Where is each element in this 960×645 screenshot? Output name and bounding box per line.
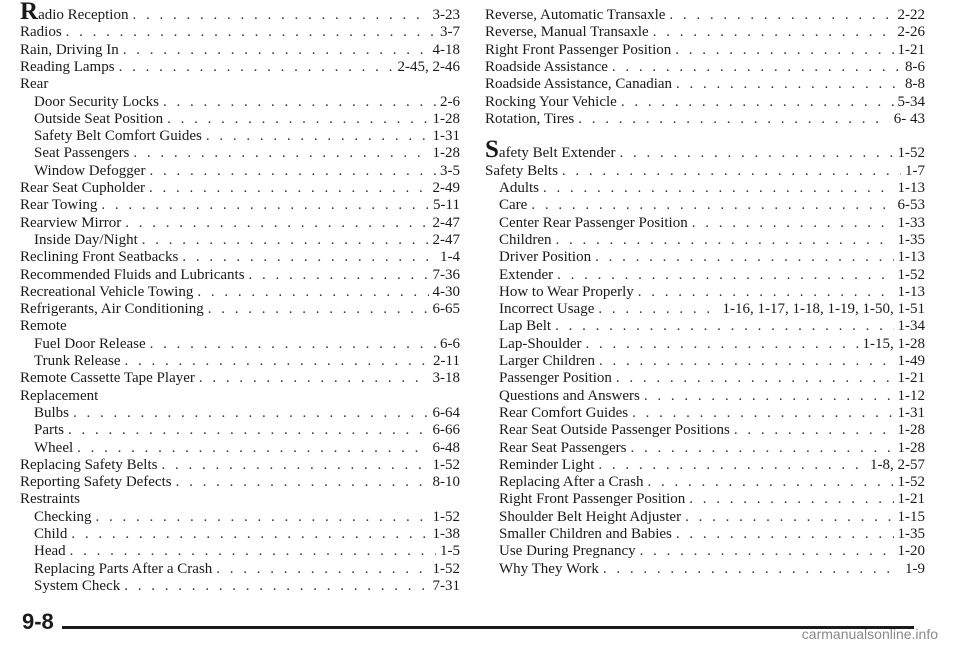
index-page-ref: 6-48: [432, 439, 460, 456]
index-term: Reverse, Manual Transaxle: [485, 24, 649, 41]
index-term: Shoulder Belt Height Adjuster: [499, 508, 682, 525]
index-subentry-lap-belt: [499, 318, 925, 335]
index-term: Children: [499, 231, 552, 248]
index-entry-refrigerants-air-conditioning: [20, 301, 460, 318]
index-entry-rain-driving-in: [20, 42, 460, 59]
index-term: Inside Day/Night: [34, 231, 138, 248]
index-page-ref: 1-12: [897, 387, 925, 404]
dot-leader: [640, 543, 894, 560]
index-entry-rear-towing: [20, 197, 460, 214]
index-page-ref: 1-52: [897, 474, 925, 491]
index-heading-rear: Rear: [20, 76, 49, 93]
index-term: Reverse, Automatic Transaxle: [485, 7, 666, 23]
index-page-ref: 8-6: [905, 58, 925, 75]
dot-leader: [598, 301, 718, 318]
index-page-ref: 1-4: [440, 249, 460, 266]
index-page-ref: 8-10: [432, 474, 460, 491]
index-term: Replacing Parts After a Crash: [34, 560, 213, 577]
index-term: Why They Work: [499, 560, 599, 577]
index-entry-remote-cassette-tape-player: [20, 370, 460, 387]
index-subentry-door-security-locks: [34, 94, 460, 111]
index-page-ref: 5-34: [897, 93, 925, 110]
dot-leader: [150, 336, 436, 353]
dot-leader: [133, 145, 428, 162]
dot-leader: [599, 353, 894, 370]
index-subentry-shoulder-belt-height-adjuster: [499, 509, 925, 526]
index-subentry-rear-comfort-guides: [499, 405, 925, 422]
index-subentry-outside-seat-position: [34, 111, 460, 128]
index-subentry-driver-position: [499, 249, 925, 266]
index-term: Extender: [499, 266, 554, 283]
dot-leader: [598, 457, 866, 474]
index-page-ref: 2-26: [897, 24, 925, 41]
dot-leader: [648, 474, 894, 491]
index-subentry-children: [499, 232, 925, 249]
index-term: Incorrect Usage: [499, 301, 595, 318]
index-term: Refrigerants, Air Conditioning: [20, 301, 204, 318]
index-page-ref: 6-64: [432, 404, 460, 421]
dot-leader: [249, 267, 429, 284]
dot-leader: [685, 509, 893, 526]
index-term: Center Rear Passenger Position: [499, 214, 688, 231]
index-page-ref: 8-8: [905, 76, 925, 93]
index-entry-reading-lamps: [20, 59, 460, 76]
index-term: Safety Belt Comfort Guides: [34, 128, 202, 145]
index-term: Smaller Children and Babies: [499, 526, 672, 542]
dot-leader: [206, 128, 429, 145]
dot-leader: [734, 422, 894, 439]
index-term: How to Wear Properly: [499, 283, 634, 300]
index-page-ref: 1-15, 1-28: [862, 335, 925, 352]
dot-leader: [653, 24, 894, 41]
index-term: [20, 0, 129, 25]
index-subentry-adults: [499, 180, 925, 197]
index-entry-rear-seat-cupholder: [20, 180, 460, 197]
index-term: Passenger Position: [499, 370, 612, 387]
index-entry-recreational-vehicle-towing: [20, 284, 460, 301]
index-page-ref: 3-23: [432, 7, 460, 23]
index-subentry-checking: [34, 509, 460, 526]
index-subentry-system-check: [34, 578, 460, 595]
dot-leader: [149, 163, 436, 180]
index-subentry-safety-belt-comfort-guides: [34, 128, 460, 145]
index-term: Rear Seat Passengers: [499, 439, 627, 456]
index-term: Care: [499, 197, 528, 214]
drop-cap-letter: S: [485, 136, 499, 164]
index-entry-radios: [20, 24, 460, 41]
index-term: Rear Seat Outside Passenger Positions: [499, 422, 730, 439]
dot-leader: [578, 111, 890, 128]
dot-leader: [630, 440, 893, 457]
index-page-ref: 1-13: [897, 283, 925, 300]
dot-leader: [543, 180, 893, 197]
index-subentry-smaller-children-and-babies: [499, 526, 925, 543]
index-term: Questions and Answers: [499, 387, 640, 404]
dot-leader: [70, 543, 436, 560]
index-entry-rocking-your-vehicle: [485, 94, 925, 111]
index-term: Head: [34, 543, 66, 560]
index-term: Rear Towing: [20, 197, 98, 214]
index-page-ref: 1-52: [432, 456, 460, 473]
index-subentry-center-rear-passenger-position: [499, 215, 925, 232]
index-term: Larger Children: [499, 353, 595, 369]
index-term: Right Front Passenger Position: [499, 491, 686, 508]
index-page-ref: 1-35: [897, 526, 925, 542]
index-term: Bulbs: [34, 404, 70, 421]
index-page-ref: 1-34: [897, 318, 925, 335]
index-term: Replacing After a Crash: [499, 474, 644, 491]
index-term: Rain, Driving In: [20, 41, 119, 58]
index-term: Radios: [20, 24, 62, 41]
index-page-ref: 1-52: [432, 560, 460, 577]
dot-leader: [161, 457, 428, 474]
index-page-ref: 7-36: [432, 266, 460, 283]
index-subentry-inside-day-night: [34, 232, 460, 249]
index-subentry-why-they-work: [499, 561, 925, 578]
index-term: Reclining Front Seatbacks: [20, 249, 179, 266]
dot-leader: [692, 215, 894, 232]
index-subentry-larger-children: [499, 353, 925, 370]
dot-leader: [555, 318, 893, 335]
index-term: Window Defogger: [34, 162, 146, 179]
dot-leader: [96, 509, 429, 526]
index-term: [485, 136, 616, 164]
dot-leader: [132, 7, 428, 24]
index-term: Rocking Your Vehicle: [485, 93, 617, 110]
index-subentry-window-defogger: [34, 163, 460, 180]
dot-leader: [123, 42, 429, 59]
index-entry-reporting-safety-defects: [20, 474, 460, 491]
dot-leader: [68, 422, 429, 439]
index-subentry-trunk-release: [34, 353, 460, 370]
index-term: Outside Seat Position: [34, 110, 164, 127]
index-entry-reclining-front-seatbacks: [20, 249, 460, 266]
index-subentry-extender: [499, 267, 925, 284]
index-term: Roadside Assistance: [485, 58, 608, 75]
dot-leader: [585, 336, 858, 353]
index-entry-radio-reception: [20, 0, 460, 25]
dot-leader: [142, 232, 429, 249]
index-entry-rearview-mirror: [20, 215, 460, 232]
index-page-ref: 1-52: [432, 508, 460, 525]
index-page-ref: 1-52: [897, 266, 925, 283]
index-term: Remote Cassette Tape Player: [20, 370, 195, 387]
index-page-ref: 4-18: [432, 41, 460, 58]
index-subentry-passenger-position: [499, 370, 925, 387]
index-subentry-child: [34, 526, 460, 543]
index-term: Rear Comfort Guides: [499, 404, 629, 421]
index-term: Right Front Passenger Position: [485, 41, 672, 58]
dot-leader: [531, 197, 893, 214]
index-page-ref: 2-11: [433, 353, 460, 369]
index-page-ref: 1-52: [897, 145, 925, 162]
index-page-ref: 1-31: [432, 128, 460, 145]
index-entry-reverse-automatic-transaxle: [485, 7, 925, 24]
index-page-ref: 2-22: [897, 7, 925, 23]
index-page-ref: 3-5: [440, 162, 460, 179]
index-subentry-care: [499, 197, 925, 214]
index-page-ref: 1-38: [432, 526, 460, 542]
index-entry-rotation-tires: [485, 111, 925, 128]
index-page-ref: 2-6: [440, 93, 460, 110]
index-page-ref: 1-21: [897, 41, 925, 58]
index-page-ref: 1-20: [897, 543, 925, 560]
index-term: Use During Pregnancy: [499, 543, 636, 560]
index-subentry-rear-seat-outside-passenger-positions: [499, 422, 925, 439]
index-subentry-replacing-after-a-crash: [499, 474, 925, 491]
index-term: Safety Belts: [485, 162, 558, 179]
index-page-ref: 1-16, 1-17, 1-18, 1-19, 1-50, 1-51: [722, 301, 925, 318]
dot-leader: [676, 76, 901, 93]
index-page-ref: 1-9: [905, 560, 925, 577]
dot-leader: [216, 561, 428, 578]
index-subentry-lap-shoulder: [499, 336, 925, 353]
dot-leader: [125, 215, 428, 232]
index-subentry-how-to-wear-properly: [499, 284, 925, 301]
index-page-ref: 7-31: [432, 577, 460, 594]
index-page-ref: 1-13: [897, 249, 925, 266]
dot-leader: [632, 405, 893, 422]
index-term: Recreational Vehicle Towing: [20, 283, 194, 300]
index-term: Trunk Release: [34, 353, 121, 369]
index-term: Door Security Locks: [34, 93, 159, 110]
index-subentry-incorrect-usage: [499, 301, 925, 318]
index-page-ref: 1-33: [897, 214, 925, 231]
index-term: Wheel: [34, 439, 74, 456]
index-term: Fuel Door Release: [34, 335, 146, 352]
index-term: Lap-Shoulder: [499, 335, 582, 352]
index-term: Child: [34, 526, 68, 542]
dot-leader: [163, 94, 436, 111]
dot-leader: [638, 284, 894, 301]
dot-leader: [101, 197, 429, 214]
index-page-ref: 1-7: [905, 162, 925, 179]
index-term: System Check: [34, 577, 121, 594]
dot-leader: [675, 42, 893, 59]
index-term: Reminder Light: [499, 456, 595, 473]
index-page-ref: 1-28: [432, 110, 460, 127]
dot-leader: [644, 388, 894, 405]
index-term: Rearview Mirror: [20, 214, 122, 231]
index-page-ref: 1-13: [897, 180, 925, 196]
index-term: Roadside Assistance, Canadian: [485, 76, 673, 93]
index-page-ref: 6-66: [432, 422, 460, 439]
index-term: Rear Seat Cupholder: [20, 180, 145, 196]
dot-leader: [689, 491, 893, 508]
index-page-ref: 1-28: [432, 145, 460, 162]
dot-leader: [557, 267, 893, 284]
index-subentry-questions-and-answers: [499, 388, 925, 405]
index-page-ref: 2-47: [432, 231, 460, 248]
index-page-ref: 2-49: [432, 180, 460, 196]
index-subentry-rear-seat-passengers: [499, 440, 925, 457]
index-entry-safety-belt-extender: [485, 136, 925, 164]
dot-leader: [66, 24, 436, 41]
index-heading-restraints: Restraints: [20, 491, 80, 508]
dot-leader: [208, 301, 429, 318]
index-entry-right-front-passenger-position: [485, 42, 925, 59]
dot-leader: [71, 526, 428, 543]
dot-leader: [149, 180, 429, 197]
index-page-ref: 6-53: [897, 197, 925, 214]
watermark-link[interactable]: carmanualsonline.info: [801, 626, 938, 642]
index-page-ref: 1-49: [897, 353, 925, 369]
index-page-ref: 2-47: [432, 214, 460, 231]
index-page-ref: 6-65: [432, 301, 460, 318]
index-page-ref: 2-45, 2-46: [397, 58, 460, 75]
dot-leader: [197, 284, 428, 301]
dot-leader: [199, 370, 429, 387]
index-term-rest: adio Reception: [38, 7, 129, 23]
index-subentry-parts: [34, 422, 460, 439]
dot-leader: [676, 526, 894, 543]
index-subentry-wheel: [34, 440, 460, 457]
index-entry-recommended-fluids-and-lubricants: [20, 267, 460, 284]
dot-leader: [73, 405, 428, 422]
index-term: Reading Lamps: [20, 58, 115, 75]
index-subentry-bulbs: [34, 405, 460, 422]
index-term: Recommended Fluids and Lubricants: [20, 266, 245, 283]
index-page-ref: 1-31: [897, 404, 925, 421]
dot-leader: [77, 440, 428, 457]
index-page-ref: 1-28: [897, 439, 925, 456]
dot-leader: [556, 232, 894, 249]
index-page-ref: 1-8, 2-57: [870, 456, 925, 473]
index-entry-replacing-safety-belts: [20, 457, 460, 474]
dot-leader: [621, 94, 894, 111]
dot-leader: [669, 7, 893, 24]
index-subentry-head: [34, 543, 460, 560]
dot-leader: [124, 578, 428, 595]
index-page-ref: 3-18: [432, 370, 460, 387]
footer-rule: [62, 626, 914, 629]
index-entry-roadside-assistance-canadian: [485, 76, 925, 93]
index-subentry-seat-passengers: [34, 145, 460, 162]
index-term: Checking: [34, 508, 92, 525]
index-subentry-fuel-door-release: [34, 336, 460, 353]
index-entry-reverse-manual-transaxle: [485, 24, 925, 41]
index-term: Reporting Safety Defects: [20, 474, 172, 491]
index-subentry-use-during-pregnancy: [499, 543, 925, 560]
index-term: Rotation, Tires: [485, 110, 575, 127]
dot-leader: [620, 145, 894, 162]
index-term: Driver Position: [499, 249, 592, 266]
index-term: Parts: [34, 422, 64, 439]
index-heading-remote: Remote: [20, 318, 67, 335]
index-heading-replacement: Replacement: [20, 387, 99, 404]
index-page-ref: 6-6: [440, 335, 460, 352]
index-term: Lap Belt: [499, 318, 552, 335]
dot-leader: [182, 249, 436, 266]
dot-leader: [616, 370, 894, 387]
drop-cap-letter: R: [20, 0, 39, 25]
dot-leader: [125, 353, 430, 370]
index-term: Adults: [499, 180, 540, 196]
dot-leader: [603, 561, 901, 578]
index-page-ref: 1-21: [897, 491, 925, 508]
index-page-ref: 5-11: [433, 197, 460, 214]
index-page-ref: 1-5: [440, 543, 460, 560]
index-entry-safety-belts: [485, 163, 925, 180]
index-page-ref: 1-21: [897, 370, 925, 387]
dot-leader: [595, 249, 893, 266]
index-subentry-right-front-passenger-position: [499, 491, 925, 508]
dot-leader: [167, 111, 428, 128]
page-number: 9-8: [22, 609, 54, 634]
index-entry-roadside-assistance: [485, 59, 925, 76]
index-page-ref: 1-15: [897, 508, 925, 525]
dot-leader: [612, 59, 901, 76]
dot-leader: [119, 59, 394, 76]
index-page-ref: 1-28: [897, 422, 925, 439]
index-term: Replacing Safety Belts: [20, 456, 158, 473]
index-term: Seat Passengers: [34, 145, 130, 162]
index-page-ref: 6- 43: [893, 110, 925, 127]
index-page-ref: 4-30: [432, 283, 460, 300]
index-term-rest: afety Belt Extender: [498, 145, 616, 162]
dot-leader: [562, 163, 901, 180]
index-subentry-reminder-light: [499, 457, 925, 474]
index-subentry-replacing-parts-after-a-crash: [34, 561, 460, 578]
index-page-ref: 3-7: [440, 24, 460, 41]
index-page-ref: 1-35: [897, 231, 925, 248]
dot-leader: [176, 474, 429, 491]
